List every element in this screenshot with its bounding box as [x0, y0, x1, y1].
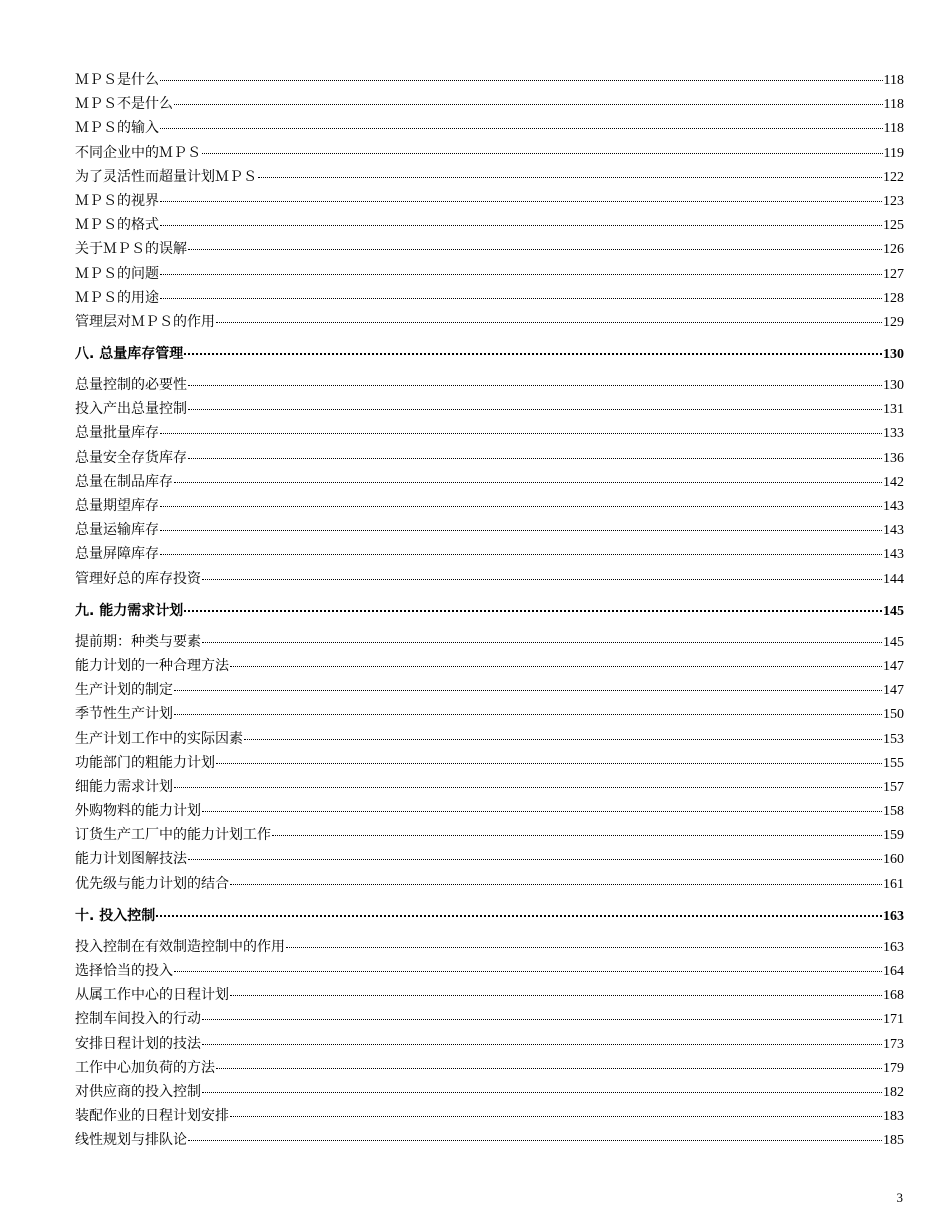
toc-entry [75, 1056, 904, 1080]
dot-leader [202, 1019, 882, 1020]
toc-entry-title: 季节性生产计划 [75, 706, 173, 723]
toc-entry-page: 130 [883, 347, 904, 363]
toc-entry [75, 702, 904, 726]
toc-entry [75, 775, 904, 799]
toc-entry-page: 125 [883, 218, 904, 234]
dot-leader [230, 1116, 882, 1117]
toc-entry [75, 1032, 904, 1056]
dot-leader [174, 482, 882, 483]
dot-leader [188, 1140, 882, 1141]
dot-leader [188, 249, 882, 250]
toc-entry [75, 654, 904, 678]
toc-entry-title: 九. 能力需求计划 [75, 602, 184, 619]
toc-entry-title: 为了灵活性而超量计划ＭＰＳ [75, 168, 257, 185]
toc-entry-page: 155 [883, 755, 904, 771]
toc-entry-title: 生产计划的制定 [75, 682, 173, 699]
toc-entry-page: 147 [883, 683, 904, 699]
toc-entry-title: 选择恰当的投入 [75, 963, 173, 979]
dot-leader [244, 739, 882, 740]
toc-entry-title: 优先级与能力计划的结合 [75, 875, 229, 892]
toc-entry-page: 118 [883, 73, 904, 88]
toc-entry-title: 外购物料的能力计划 [75, 803, 201, 820]
toc-entry [75, 823, 904, 847]
toc-entry-title: 总量安全存货库存 [75, 449, 187, 466]
toc-entry-title: 八. 总量库存管理 [75, 346, 184, 363]
toc-entry-page: 119 [883, 145, 904, 161]
toc-entry-title: 提前期：种类与要素 [75, 633, 201, 650]
dot-leader [272, 835, 882, 836]
toc-entry [75, 959, 904, 983]
toc-entry-title: 总量期望库存 [75, 498, 159, 514]
toc-entry [75, 1128, 904, 1152]
toc-entry-title: ＭＰＳ的问题 [75, 265, 159, 282]
toc-entry-page: 171 [883, 1012, 904, 1028]
toc-entry [75, 678, 904, 702]
toc-entry [75, 470, 904, 494]
dot-leader [202, 811, 882, 812]
toc-entry-page: 161 [883, 876, 904, 892]
toc-entry-title: 总量控制的必要性 [75, 377, 187, 394]
toc-entry-title: ＭＰＳ不是什么 [75, 96, 173, 113]
toc-entry [75, 446, 904, 470]
toc-entry-page: 143 [883, 523, 904, 539]
toc-entry-page: 126 [883, 242, 904, 258]
toc-entry [75, 1007, 904, 1031]
toc-chapter-entry [75, 899, 904, 933]
toc-entry-title: 十. 投入控制 [75, 907, 156, 924]
dot-leader [230, 884, 882, 885]
toc-entry-page: 153 [883, 731, 904, 747]
toc-entry-page: 160 [883, 852, 904, 868]
toc-entry [75, 630, 904, 654]
toc-entry [75, 799, 904, 823]
dot-leader [160, 201, 882, 202]
page-number: 3 [896, 1190, 903, 1205]
toc-chapter-entry [75, 337, 904, 371]
toc-entry-title: 能力计划图解技法 [75, 851, 187, 868]
toc-entry-title: 管理好总的库存投资 [75, 570, 201, 587]
dot-leader [160, 530, 882, 531]
dot-leader [184, 610, 882, 612]
toc-entry-page: 168 [883, 988, 904, 1004]
toc-entry-title: 总量运输库存 [75, 522, 159, 539]
toc-entry [75, 141, 904, 165]
dot-leader [188, 409, 882, 410]
toc-entry [75, 518, 904, 542]
toc-entry-title: 能力计划的一种合理方法 [75, 657, 229, 674]
toc-entry-title: 对供应商的投入控制 [75, 1083, 201, 1100]
dot-leader [160, 433, 882, 434]
toc-entry-title: 投入控制在有效制造控制中的作用 [75, 938, 285, 955]
toc-entry [75, 92, 904, 116]
dot-leader [174, 104, 883, 105]
toc-entry-page: 118 [883, 97, 904, 113]
toc-entry-page: 164 [883, 964, 904, 979]
toc-entry [75, 935, 904, 959]
toc-entry-page: 157 [883, 779, 904, 795]
dot-leader [216, 1068, 882, 1069]
table-of-contents [75, 68, 904, 1153]
toc-entry-title: 投入产出总量控制 [75, 401, 187, 418]
toc-entry [75, 421, 904, 445]
toc-entry [75, 286, 904, 310]
dot-leader [230, 666, 882, 667]
dot-leader [174, 787, 882, 788]
toc-entry-page: 130 [883, 378, 904, 394]
toc-entry-title: 从属工作中心的日程计划 [75, 987, 229, 1004]
toc-entry-page: 185 [883, 1133, 904, 1149]
toc-entry-title: ＭＰＳ的格式 [75, 217, 159, 234]
toc-entry-page: 163 [883, 908, 904, 924]
toc-entry [75, 983, 904, 1007]
toc-entry-page: 173 [883, 1036, 904, 1052]
dot-leader [258, 177, 882, 178]
toc-entry-title: ＭＰＳ的用途 [75, 289, 159, 306]
toc-entry [75, 373, 904, 397]
toc-entry [75, 262, 904, 286]
dot-leader [202, 1092, 882, 1093]
toc-entry-page: 143 [883, 499, 904, 514]
toc-entry-title: 装配作业的日程计划安排 [75, 1108, 229, 1125]
toc-entry-page: 133 [883, 426, 904, 442]
toc-entry-page: 128 [883, 290, 904, 306]
toc-entry-page: 159 [883, 828, 904, 844]
toc-entry [75, 397, 904, 421]
dot-leader [160, 274, 882, 275]
toc-entry-title: 不同企业中的ＭＰＳ [75, 144, 201, 161]
toc-entry-title: 总量在制品库存 [75, 473, 173, 490]
toc-entry-page: 150 [883, 707, 904, 723]
toc-entry-title: 安排日程计划的技法 [75, 1035, 201, 1052]
toc-entry-title: ＭＰＳ的视界 [75, 192, 159, 209]
toc-entry-title: 功能部门的粗能力计划 [75, 754, 215, 771]
toc-chapter-entry [75, 594, 904, 628]
toc-entry-page: 131 [883, 402, 904, 418]
toc-entry-title: 关于ＭＰＳ的误解 [75, 241, 187, 258]
toc-entry [75, 165, 904, 189]
toc-entry [75, 494, 904, 518]
toc-entry-title: 订货生产工厂中的能力计划工作 [75, 827, 271, 844]
dot-leader [156, 915, 882, 917]
toc-entry-page: 158 [883, 804, 904, 820]
dot-leader [160, 128, 883, 129]
toc-entry-title: 总量屏障库存 [75, 546, 159, 563]
toc-entry-page: 163 [883, 939, 904, 955]
toc-entry-page: 145 [883, 603, 904, 619]
toc-entry [75, 116, 904, 140]
dot-leader [188, 458, 882, 459]
dot-leader [174, 690, 882, 691]
dot-leader [160, 554, 882, 555]
toc-entry-page: 183 [883, 1109, 904, 1125]
toc-entry-title: 线性规划与排队论 [75, 1132, 187, 1149]
dot-leader [188, 385, 882, 386]
toc-entry-title: 管理层对ＭＰＳ的作用 [75, 313, 215, 330]
toc-entry-title: 控制车间投入的行动 [75, 1011, 201, 1028]
toc-entry-title: ＭＰＳ是什么 [75, 72, 159, 88]
dot-leader [216, 322, 882, 323]
toc-entry [75, 1104, 904, 1128]
toc-entry [75, 847, 904, 871]
toc-entry-title: ＭＰＳ的输入 [75, 120, 159, 137]
dot-leader [160, 225, 882, 226]
dot-leader [188, 859, 882, 860]
dot-leader [174, 714, 882, 715]
toc-entry [75, 751, 904, 775]
toc-entry-title: 工作中心加负荷的方法 [75, 1059, 215, 1076]
dot-leader [202, 1044, 882, 1045]
toc-entry-page: 123 [883, 193, 904, 209]
dot-leader [202, 579, 882, 580]
toc-entry [75, 872, 904, 896]
toc-entry-title: 生产计划工作中的实际因素 [75, 730, 243, 747]
toc-entry [75, 237, 904, 261]
toc-entry-page: 122 [883, 169, 904, 185]
toc-entry-page: 144 [883, 571, 904, 587]
toc-entry-page: 179 [883, 1060, 904, 1076]
dot-leader [202, 153, 883, 154]
dot-leader [184, 353, 882, 355]
toc-entry [75, 213, 904, 237]
toc-entry [75, 310, 904, 334]
toc-entry-page: 118 [883, 121, 904, 137]
toc-entry-page: 129 [883, 314, 904, 330]
dot-leader [286, 947, 882, 948]
toc-entry-page: 143 [883, 547, 904, 563]
dot-leader [160, 298, 882, 299]
toc-entry-page: 142 [883, 474, 904, 490]
dot-leader [202, 642, 882, 643]
dot-leader [230, 995, 882, 996]
toc-entry-page: 127 [883, 266, 904, 282]
dot-leader [160, 506, 882, 507]
toc-entry [75, 567, 904, 591]
toc-entry-title: 总量批量库存 [75, 425, 159, 442]
dot-leader [160, 80, 883, 81]
toc-entry [75, 189, 904, 213]
toc-entry-page: 182 [883, 1084, 904, 1100]
dot-leader [216, 763, 882, 764]
toc-entry-page: 136 [883, 450, 904, 466]
toc-entry-title: 细能力需求计划 [75, 778, 173, 795]
dot-leader [174, 971, 882, 972]
toc-entry [75, 542, 904, 566]
toc-entry [75, 68, 904, 92]
toc-entry-page: 145 [883, 634, 904, 650]
toc-entry-page: 147 [883, 658, 904, 674]
toc-entry [75, 727, 904, 751]
toc-entry [75, 1080, 904, 1104]
